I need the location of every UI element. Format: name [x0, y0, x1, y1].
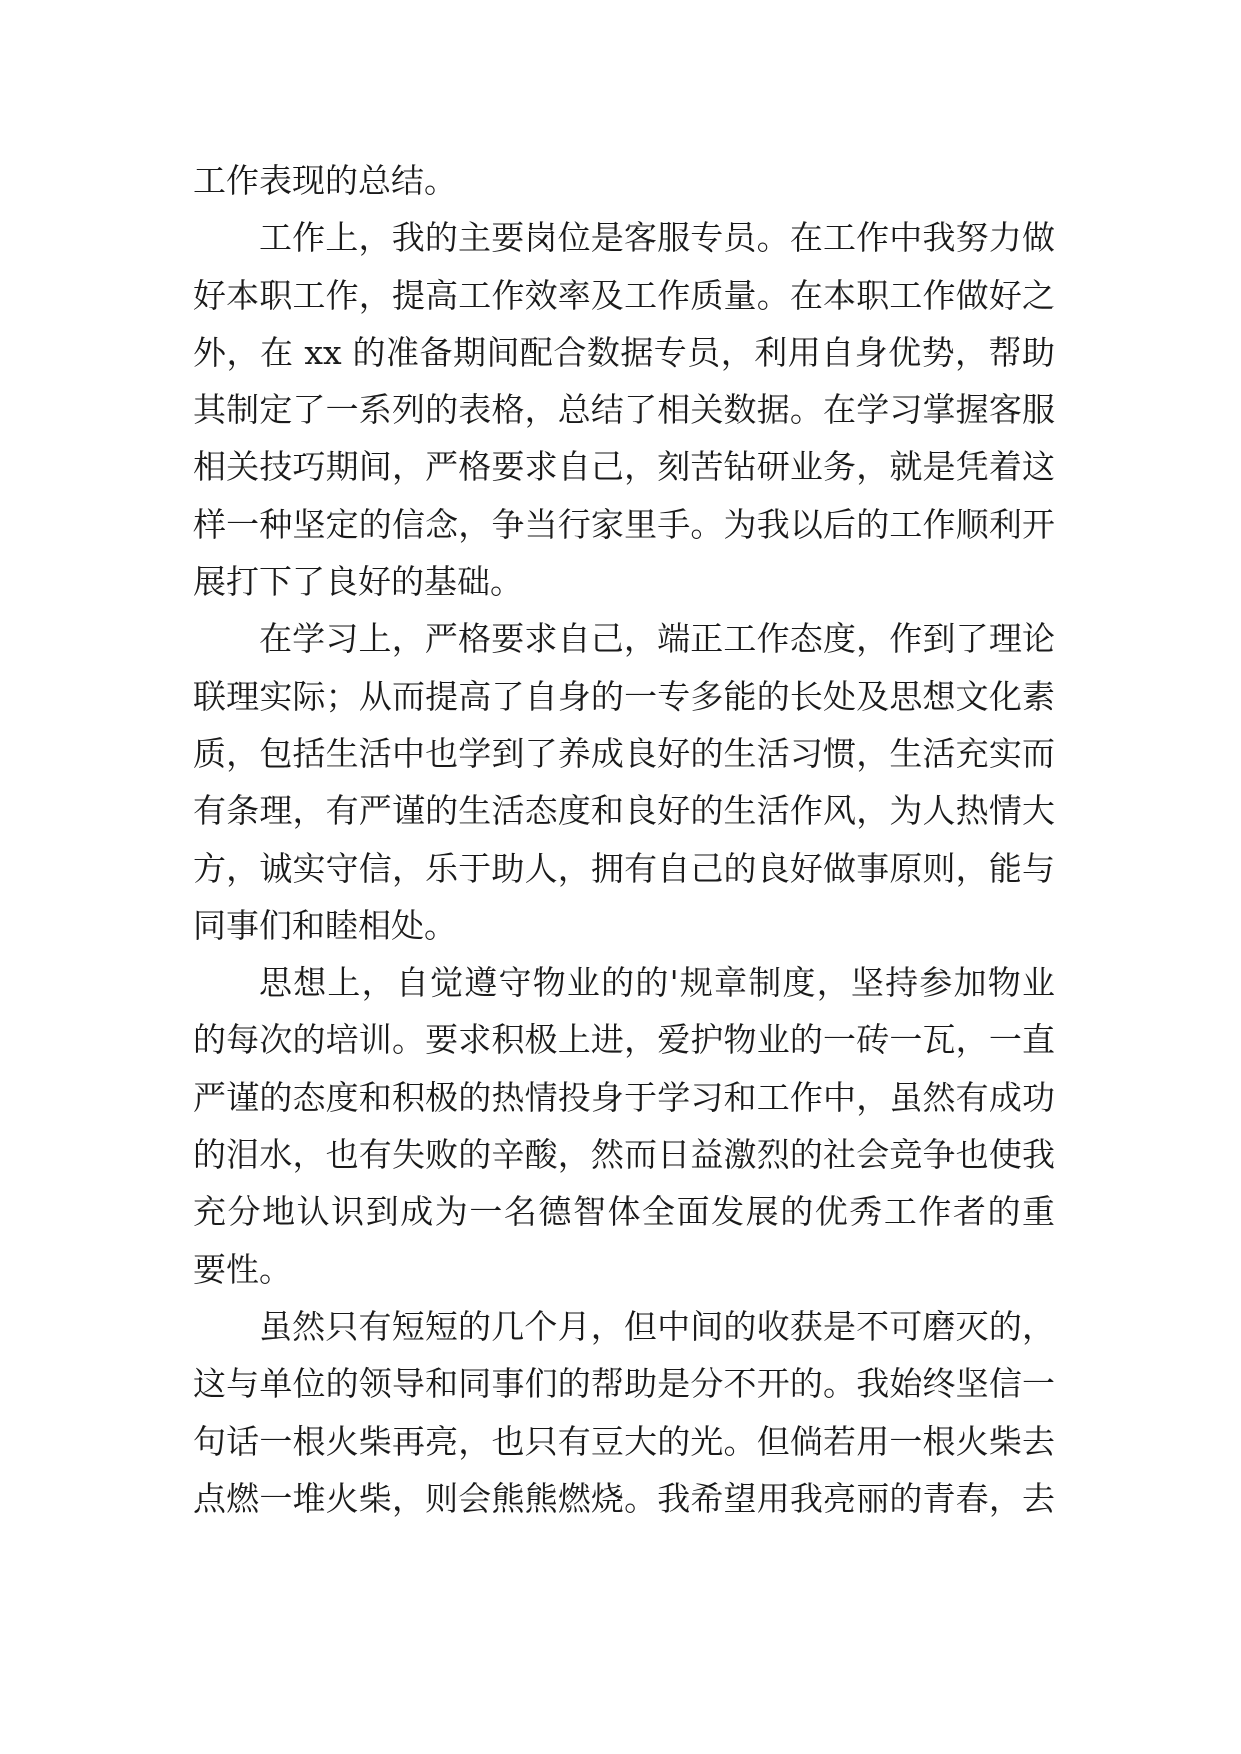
- text-line: 样一种坚定的信念，争当行家里手。为我以后的工作顺利开: [193, 504, 1055, 544]
- text-line: 外，在 xx 的准备期间配合数据专员，利用自身优势，帮助: [193, 332, 1055, 372]
- text-line: 点燃一堆火柴，则会熊熊燃烧。我希望用我亮丽的青春，去: [193, 1478, 1055, 1518]
- text-line: 这与单位的领导和同事们的帮助是分不开的。我始终坚信一: [193, 1364, 1055, 1404]
- text-line: 的泪水，也有失败的辛酸，然而日益激烈的社会竞争也使我: [193, 1135, 1055, 1175]
- text-line: 展打下了良好的基础。: [193, 562, 523, 602]
- text-line: 工作上，我的主要岗位是客服专员。在工作中我努力做: [259, 218, 1055, 258]
- paragraph: [193, 954, 1055, 1298]
- text-line: 同事们和睦相处。: [193, 905, 457, 945]
- paragraph: [193, 1298, 1055, 1527]
- text-line: 在学习上，严格要求自己，端正工作态度，作到了理论: [259, 619, 1055, 659]
- text-line: 联理实际；从而提高了自身的一专多能的长处及思想文化素: [193, 676, 1055, 716]
- document-body: [193, 152, 1055, 1527]
- text-line: 思想上，自觉遵守物业的的'规章制度，坚持参加物业: [259, 963, 1055, 1003]
- text-line: 严谨的态度和积极的热情投身于学习和工作中，虽然有成功: [193, 1077, 1055, 1117]
- text-line: 句话一根火柴再亮，也只有豆大的光。但倘若用一根火柴去: [193, 1421, 1055, 1461]
- text-line: 方，诚实守信，乐于助人，拥有自己的良好做事原则，能与: [193, 848, 1055, 888]
- paragraph: [193, 610, 1055, 954]
- text-line: 要性。: [193, 1249, 292, 1289]
- text-line: 工作表现的总结。: [193, 161, 457, 200]
- text-line: 有条理，有严谨的生活态度和良好的生活作风，为人热情大: [193, 791, 1055, 831]
- text-line: 充分地认识到成为一名德智体全面发展的优秀工作者的重: [193, 1192, 1055, 1232]
- text-line: 其制定了一系列的表格，总结了相关数据。在学习掌握客服: [193, 390, 1055, 430]
- paragraph: [193, 209, 1055, 610]
- text-line: 好本职工作，提高工作效率及工作质量。在本职工作做好之: [193, 275, 1055, 315]
- text-line: 相关技巧期间，严格要求自己，刻苦钻研业务，就是凭着这: [193, 447, 1055, 487]
- text-line: 的每次的培训。要求积极上进，爱护物业的一砖一瓦，一直: [193, 1020, 1055, 1060]
- paragraph: [193, 152, 1055, 209]
- text-line: 虽然只有短短的几个月，但中间的收获是不可磨灭的，: [259, 1306, 1055, 1346]
- text-line: 质，包括生活中也学到了养成良好的生活习惯，生活充实而: [193, 733, 1055, 773]
